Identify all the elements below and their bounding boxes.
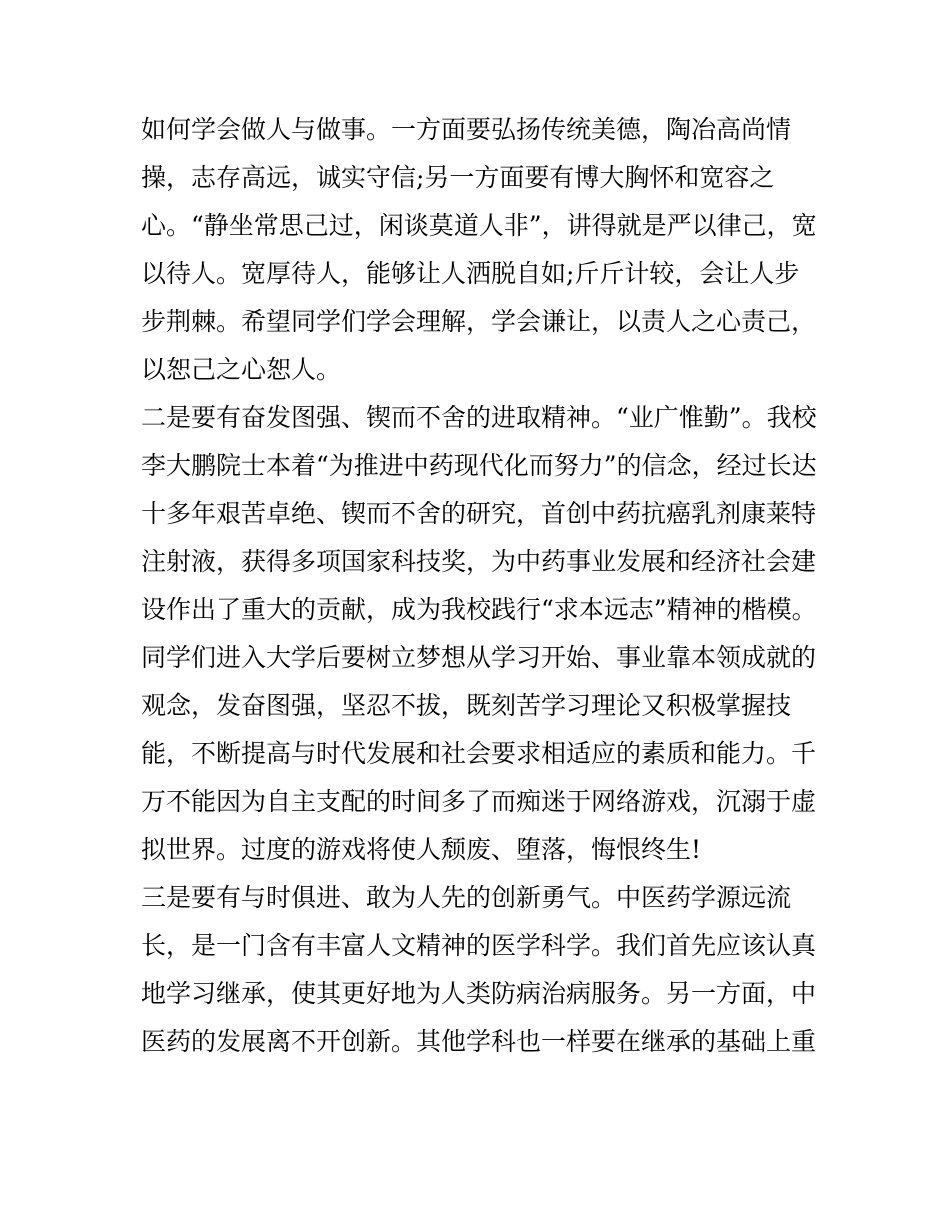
text-line: 李大鹏院士本着“为推进中药现代化而努力”的信念，经过长达 bbox=[141, 451, 817, 480]
text-line: 以待人。宽厚待人，能够让人洒脱自如;斤斤计较，会让人步 bbox=[141, 259, 800, 288]
text-line: 观念，发奋图强，坚忍不拔，既刻苦学习理论又积极掌握技 bbox=[141, 691, 792, 720]
text-line: 地学习继承，使其更好地为人类防病治病服务。另一方面，中 bbox=[141, 979, 817, 1008]
text-line: 二是要有奋发图强、锲而不舍的进取精神。“业广惟勤”。我校 bbox=[141, 403, 817, 432]
text-line: 以恕己之心恕人。 bbox=[141, 355, 342, 384]
text-line: 万不能因为自主支配的时间多了而痴迷于网络游戏，沉溺于虚 bbox=[141, 787, 817, 816]
body-text bbox=[141, 106, 821, 1066]
text-line: 长，是一门含有丰富人文精神的医学科学。我们首先应该认真 bbox=[141, 931, 817, 960]
text-line: 拟世界。过度的游戏将使人颓废、堕落，悔恨终生! bbox=[141, 835, 702, 864]
text-line: 十多年艰苦卓绝、锲而不舍的研究，首创中药抗癌乳剂康莱特 bbox=[141, 499, 817, 528]
text-line: 心。“静坐常思己过，闲谈莫道人非”，讲得就是严以律己，宽 bbox=[141, 211, 817, 240]
text-line: 设作出了重大的贡献，成为我校践行“求本远志”精神的楷模。 bbox=[141, 595, 817, 624]
text-line: 三是要有与时俱进、敢为人先的创新勇气。中医药学源远流 bbox=[141, 883, 792, 912]
text-line: 注射液，获得多项国家科技奖，为中药事业发展和经济社会建 bbox=[141, 547, 817, 576]
text-line: 如何学会做人与做事。一方面要弘扬传统美德，陶冶高尚情 bbox=[141, 115, 792, 144]
text-line: 操，志存高远，诚实守信;另一方面要有博大胸怀和宽容之 bbox=[141, 163, 775, 192]
text-line: 步荆棘。希望同学们学会理解，学会谦让，以责人之心责己， bbox=[141, 307, 817, 336]
text-line: 同学们进入大学后要树立梦想从学习开始、事业靠本领成就的 bbox=[141, 643, 817, 672]
text-line: 能，不断提高与时代发展和社会要求相适应的素质和能力。千 bbox=[141, 739, 817, 768]
text-line: 医药的发展离不开创新。其他学科也一样要在继承的基础上重 bbox=[141, 1027, 817, 1056]
